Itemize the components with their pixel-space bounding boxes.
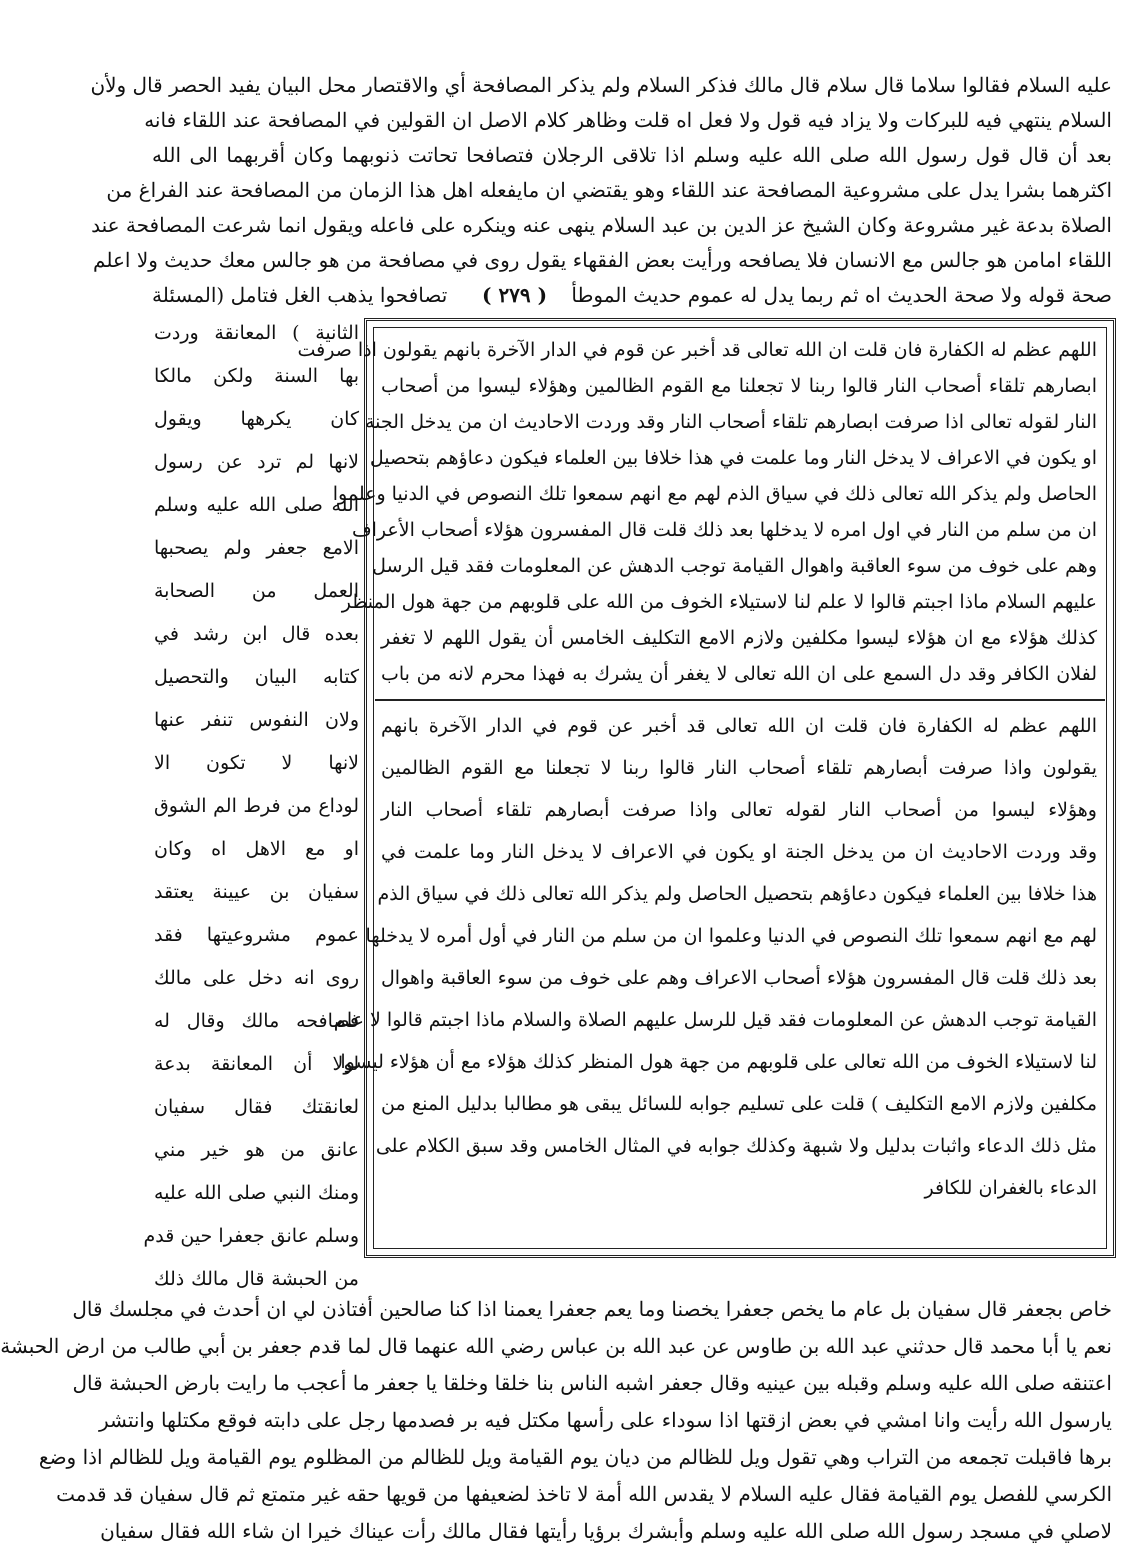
side-line: روى انه دخل على مالك (154, 967, 359, 989)
side-line: لولا أن المعانقة بدعة (154, 1053, 359, 1075)
header-line-left: تصافحوا يذهب الغل فتامل (المسئلة (152, 283, 448, 307)
text-line: خاص بجعفر قال سفيان بل عام ما يخص جعفرا يخصنا وما يعم جعفرا يعمنا اذا كنا صالحين أفتاذن لي ان أحدث في مجلسك قال (72, 1297, 1112, 1321)
side-line: كان يكرهها ويقول (154, 408, 359, 430)
text-line: عليه السلام فقالوا سلاما قال سلام قال مالك فذكر السلام ولم يذكر المصافحة أي والاقتصار محل البيان يفيد الحصر قال ولأن (90, 73, 1112, 97)
text-line: اللقاء امامن هو جالس مع الانسان فلا يصافحه ورأيت بعض الفقهاء يقول روى في مصافحة من هو جالس معك حديث ولا اعلم (93, 248, 1112, 272)
box-lower-line: الدعاء بالغفران للكافر (924, 1177, 1097, 1199)
page-number: ( ٢٧٩ ) (482, 283, 548, 307)
text-line: اعتنقه صلى الله عليه وسلم وقبله بين عينيه وقال جعفر اشبه الناس بنا خلقا وخلقا يا جعفر ما أعجب ما رايت بارض الحبشة قال (72, 1371, 1112, 1395)
side-line: الله صلى الله عليه وسلم (154, 494, 359, 516)
box-upper-line: ابصارهم تلقاء أصحاب النار قالوا ربنا لا تجعلنا مع القوم الظالمين وهؤلاء ليسوا من أصحاب (381, 375, 1097, 397)
commentary-box (297, 318, 1116, 1258)
text-line: الصلاة بدعة غير مشروعة وكان الشيخ عز الدين بن عبد السلام ينهى عنه وينكره على فاعله ويقول انما شرعت المصافحة عند (91, 213, 1112, 237)
box-upper-line: لفلان الكافر وقد دل السمع على ان الله تعالى لا يغفر أن يشرك به فهذا محرم لانه من باب (381, 663, 1097, 685)
box-lower-line: وقد وردت الاحاديث ان من يدخل الجنة او يكون في الاعراف لا يدخل النار وما علمت في (381, 841, 1097, 863)
text-line: برها فاقبلت تجمعه من التراب وهي تقول ويل للظالم من ديان يوم القيامة ويل للظالم من المظلوم يوم القيامة ويل للظالم اذا وضع (38, 1445, 1112, 1469)
box-upper-line: او يكون في الاعراف لا يدخل النار وما علمت في هذا خلافا بين العلماء فيكون دعاؤهم بتحصيل (369, 447, 1097, 469)
box-lower-line: بعد ذلك قلت قال المفسرون هؤلاء أصحاب الاعراف وهم على خوف من سوء العاقبة واهوال (381, 967, 1097, 989)
box-lower-line: القيامة توجب الدهش عن المعلومات فقد قيل للرسل عليهم الصلاة والسلام ماذا اجبتم قالوا لا علم (333, 1009, 1097, 1031)
side-line: فصافحه مالك وقال له (154, 1010, 359, 1032)
box-upper-line: اللهم عظم له الكفارة فان قلت ان الله تعالى قد أخبر عن قوم في الدار الآخرة بانهم يقولون اذا صرفت (297, 339, 1097, 361)
box-lower-line: لهم مع انهم سمعوا تلك النصوص في الدنيا وعلموا ان من سلم من النار في أول أمره لا يدخلها (365, 925, 1097, 947)
box-lower-line: لنا لاستيلاء الخوف من الله تعالى على قلوبهم من جهة هول المنظر كذلك هؤلاء مع أن هؤلاء ليسوا (340, 1051, 1097, 1073)
header-line-right: صحة قوله ولا صحة الحديث اه ثم ربما يدل له عموم حديث الموطأ (571, 283, 1112, 307)
box-lower-line: يقولون واذا صرفت أبصارهم تلقاء أصحاب النار قالوا ربنا لا تجعلنا مع القوم الظالمين (381, 757, 1097, 779)
header-line (152, 282, 1112, 308)
side-line: لعانقتك فقال سفيان (154, 1096, 359, 1118)
text-line: اكثرهما بشرا يدل على مشروعية المصافحة عند اللقاء وهو يقتضي ان مايفعله اهل هذا الزمان من المصافحة عند الفراغ من (106, 178, 1112, 202)
side-line: من الحبشة قال مالك ذلك (154, 1268, 359, 1290)
side-line: عانق من هو خير مني (154, 1139, 359, 1161)
box-upper-line: الحاصل ولم يذكر الله تعالى ذلك في سياق الذم لهم مع انهم سمعوا تلك النصوص في الدنيا وعلموا (332, 483, 1097, 505)
side-line: وسلم عانق جعفرا حين قدم (143, 1225, 359, 1247)
box-upper-line: النار لقوله تعالى اذا صرفت ابصارهم تلقاء أصحاب النار وقد وردت الاحاديث ان من يدخل الجنة (364, 411, 1097, 433)
box-lower-line: مكلفين ولازم الامع التكليف ) قلت على تسليم جوابه للسائل يبقى هو مطالبا بدليل المنع من (381, 1093, 1097, 1115)
side-line: لوداع من فرط الم الشوق (154, 795, 359, 817)
text-line: بعد أن قال قول رسول الله صلى الله عليه وسلم اذا تلاقى الرجلان فتصافحا تحاتت ذنوبهما وكان أقربهما الى الله (152, 143, 1112, 167)
side-line: العمل من الصحابة (154, 580, 359, 602)
box-upper-line: عليهم السلام ماذا اجبتم قالوا لا علم لنا لاستيلاء الخوف من الله على قلوبهم من جهة هول المنظر (341, 591, 1097, 613)
text-line: نعم يا أبا محمد قال حدثني عبد الله بن طاوس عن عبد الله بن عباس رضي الله عنهما قال لما قدم جعفر بن أبي طالب من ارض الحبشة (0, 1334, 1112, 1358)
box-divider (375, 699, 1105, 701)
side-line: لانها لم ترد عن رسول (154, 451, 359, 473)
box-upper-line: ان من سلم من النار في اول امره لا يدخلها بعد ذلك قلت قال المفسرون هؤلاء أصحاب الأعراف (351, 519, 1097, 541)
side-line: الامع جعفر ولم يصحبها (154, 537, 359, 559)
side-line: عموم مشروعيتها فقد (154, 924, 359, 946)
text-line: الكرسي للفصل يوم القيامة فقال عليه السلام لا يقدس الله أمة لا تاخذ لضعيفها من قويها حقه غير متمتع ثم قال سفيان قد قدمت (56, 1482, 1112, 1506)
text-line: يارسول الله رأيت وانا امشي في بعض ازقتها اذا سوداء على رأسها مكتل فيه بر فصدمها رجل على دابته فوقع مكتلها وانتشر (98, 1408, 1112, 1432)
side-line: ولان النفوس تنفر عنها (154, 709, 359, 731)
box-lower-line: مثل ذلك الدعاء واثبات بدليل ولا شبهة وكذلك جوابه في المثال الخامس وقد سبق الكلام على (375, 1135, 1097, 1157)
text-line: لاصلي في مسجد رسول الله صلى الله عليه وسلم وأبشرك برؤيا رأيتها فقال مالك رأت عيناك خيرا ان شاء الله فقال سفيان (100, 1519, 1112, 1543)
box-upper-line: وهم على خوف من سوء العاقبة واهوال القيامة توجب الدهش عن المعلومات فقد قيل الرسل (372, 555, 1097, 577)
side-line: بعده قال ابن رشد في (154, 623, 359, 645)
side-line: ومنك النبي صلى الله عليه (154, 1182, 359, 1204)
box-upper-line: كذلك هؤلاء مع ان هؤلاء ليسوا مكلفين ولازم الامع التكليف الخامس أن يقول اللهم لا تغفر (381, 627, 1097, 649)
side-line: او مع الاهل اه وكان (154, 838, 359, 860)
side-line: سفيان بن عيينة يعتقد (154, 881, 359, 903)
side-line: الثانية ) المعانقة وردت (154, 322, 359, 344)
box-lower-line: هذا خلافا بين العلماء فيكون دعاؤهم بتحصيل الحاصل ولم يذكر الله تعالى ذلك في سياق الذم (377, 883, 1097, 905)
side-line: كتابه البيان والتحصيل (154, 666, 359, 688)
box-lower-line: اللهم عظم له الكفارة فان قلت ان الله تعالى قد أخبر عن قوم في الدار الآخرة بانهم (381, 715, 1097, 737)
text-line: السلام ينتهي فيه للبركات ولا يزاد فيه قول ولا فعل اه قلت وظاهر كلام الاصل ان القولين في المصافحة عند اللقاء فانه (144, 108, 1112, 132)
side-line: لانها لا تكون الا (154, 752, 359, 774)
side-line: بها السنة ولكن مالكا (154, 365, 359, 387)
box-lower-line: وهؤلاء ليسوا من أصحاب النار لقوله تعالى واذا صرفت أبصارهم تلقاء أصحاب النار (381, 799, 1097, 821)
